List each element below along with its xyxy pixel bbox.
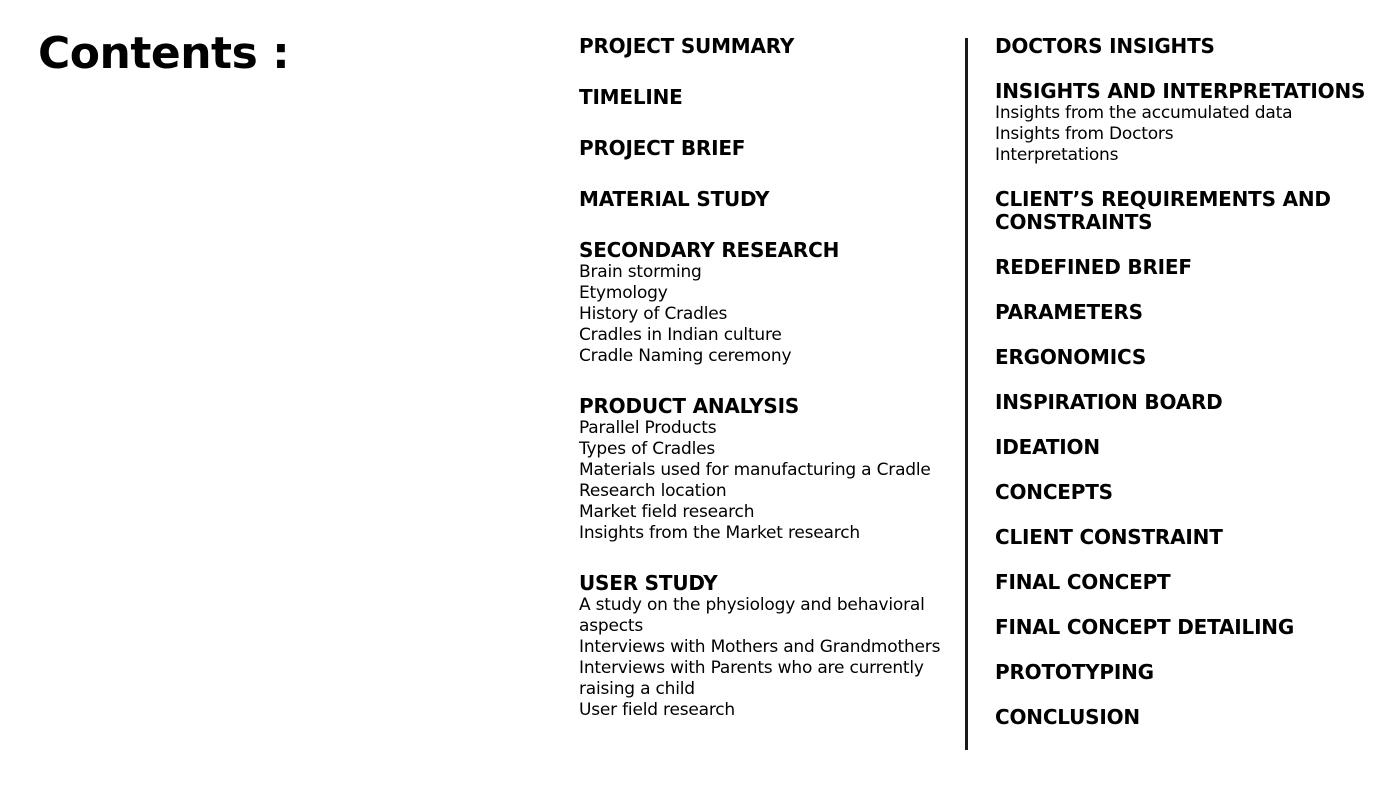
section-subitem: Cradle Naming ceremony	[579, 346, 792, 366]
contents-section	[995, 481, 1375, 504]
section-heading: PROJECT BRIEF	[579, 136, 746, 160]
section-subitem: History of Cradles	[579, 304, 728, 324]
section-subitem: Etymology	[579, 283, 668, 303]
section-heading: IDEATION	[995, 435, 1100, 459]
contents-right-column	[995, 35, 1375, 729]
contents-section	[995, 80, 1375, 166]
contents-section	[995, 301, 1375, 324]
section-subitem: Brain storming	[579, 262, 702, 282]
section-heading: PROTOTYPING	[995, 660, 1154, 684]
section-heading: FINAL CONCEPT DETAILING	[995, 615, 1295, 639]
contents-section	[995, 616, 1375, 639]
section-heading: SECONDARY RESEARCH	[579, 238, 840, 262]
contents-section	[995, 391, 1375, 414]
contents-section	[995, 346, 1375, 369]
section-heading: CLIENT CONSTRAINT	[995, 525, 1223, 549]
section-heading: FINAL CONCEPT	[995, 570, 1171, 594]
contents-section	[995, 706, 1375, 729]
section-subitem: Market field research	[579, 502, 755, 522]
section-heading: REDEFINED BRIEF	[995, 255, 1192, 279]
section-heading: CONCEPTS	[995, 480, 1113, 504]
contents-section	[995, 661, 1375, 684]
section-heading: ERGONOMICS	[995, 345, 1147, 369]
section-subitem: User field research	[579, 700, 735, 720]
section-subitem: Materials used for manufacturing a Cradle	[579, 460, 931, 480]
section-heading: PRODUCT ANALYSIS	[579, 394, 800, 418]
section-heading: PROJECT SUMMARY	[579, 34, 795, 58]
contents-section	[995, 526, 1375, 549]
contents-section	[995, 188, 1375, 234]
section-heading: CONCLUSION	[995, 705, 1140, 729]
contents-section	[579, 395, 949, 544]
section-subitem: Insights from the accumulated data	[995, 103, 1293, 123]
section-heading: MATERIAL STUDY	[579, 187, 770, 211]
section-heading: TIMELINE	[579, 85, 683, 109]
section-subitem: Interviews with Parents who are currently raising a child	[579, 658, 924, 699]
contents-section	[995, 436, 1375, 459]
contents-section	[579, 35, 949, 58]
page-title: Contents :	[38, 28, 290, 79]
section-heading: INSPIRATION BOARD	[995, 390, 1223, 414]
section-heading: DOCTORS INSIGHTS	[995, 34, 1215, 58]
section-subitem: Types of Cradles	[579, 439, 716, 459]
section-subitem: Research location	[579, 481, 727, 501]
contents-section	[995, 256, 1375, 279]
section-subitem: Insights from the Market research	[579, 523, 860, 543]
section-heading: CLIENT’S REQUIREMENTS AND CONSTRAINTS	[995, 187, 1331, 234]
contents-section	[579, 86, 949, 109]
section-subitem: Interpretations	[995, 145, 1119, 165]
contents-left-column	[579, 35, 949, 731]
section-subitem: Interviews with Mothers and Grandmothers	[579, 637, 941, 657]
contents-section	[579, 239, 949, 367]
contents-section	[995, 35, 1375, 58]
section-subitem: Insights from Doctors	[995, 124, 1174, 144]
section-heading: PARAMETERS	[995, 300, 1143, 324]
section-heading: INSIGHTS AND INTERPRETATIONS	[995, 79, 1366, 103]
section-subitem: Parallel Products	[579, 418, 717, 438]
contents-section	[579, 188, 949, 211]
section-subitem: Cradles in Indian culture	[579, 325, 782, 345]
column-divider	[965, 38, 968, 750]
section-heading: USER STUDY	[579, 571, 718, 595]
contents-section	[995, 571, 1375, 594]
contents-section	[579, 572, 949, 721]
section-subitem: A study on the physiology and behavioral aspects	[579, 595, 925, 636]
contents-section	[579, 137, 949, 160]
